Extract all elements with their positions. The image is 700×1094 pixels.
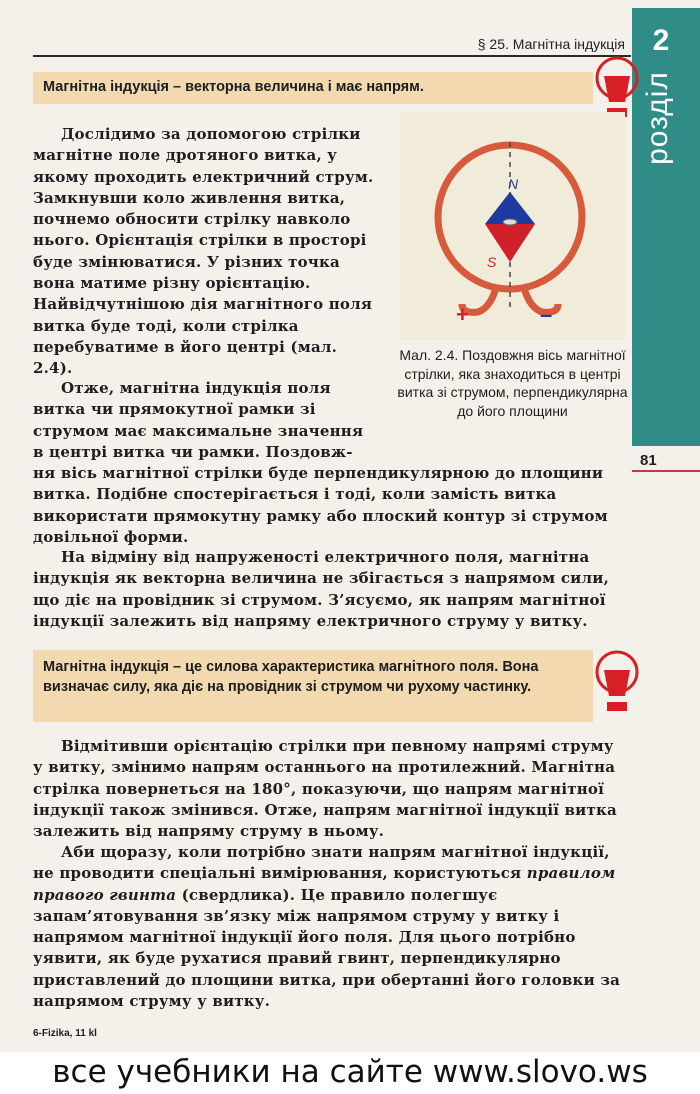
plus-terminal-label: + — [456, 302, 469, 327]
paragraph-2-continued: ня вісь магнітної стрілки буде перпендикулярною до площини витка. Подібне спостерігається і тоді, коли замість витка використати прямокутну рамку або плоский контур зі струмом довільної форми. — [33, 464, 608, 546]
key-statement-box — [33, 72, 593, 104]
figure-coil — [400, 112, 625, 340]
pole-n-label: N — [508, 176, 519, 192]
pole-s-label: S — [487, 254, 497, 270]
paragraph-2: Отже, магнітна індукція поля витка чи прямокутної рамки зі струмом має максимальне значення в центрі витка чи рамки. Поздовж- — [33, 379, 364, 461]
page-number-rule — [632, 470, 700, 472]
paragraph-5-part-a: Аби щоразу, коли потрібно знати напрям магнітної індукції, не проводити спеціальні вимірювання, користуються — [33, 843, 610, 883]
key-statement-text: Магнітна індукція – векторна величина і має напрям. — [43, 79, 424, 95]
figure-caption: Мал. 2.4. Поздовжня вісь магнітної стрілки, яка знаходиться в центрі витка зі струмом, перпендикулярна до його площини — [397, 347, 628, 419]
paragraph-5-part-b: (свердлика). Це правило полегшує запам’ятовування зв’язку між напрямом струму у витку і напрямом магнітної індукції його поля. Для цього потрібно уявити, як буде рухатися правий гвинт, перпендикулярно приставлений до площини витка, при обертанні його головки за напрямом струму у витку. — [33, 885, 621, 1011]
site-banner-text: все учебники на сайте www.slovo.ws — [52, 1054, 648, 1090]
chapter-word: розділ — [641, 71, 674, 165]
minus-terminal-label: – — [540, 302, 553, 327]
paragraph-3: На відміну від напруженості електричного поля, магнітна індукція як векторна величина не збігається з напрямом сили, що діє на провідник зі струмом. З’ясуємо, як напрям магнітної індукції залежить від напряму електричного струму у витку. — [33, 548, 610, 630]
header-rule — [33, 55, 631, 57]
right-screw-rule-term: правилом правого гвинта — [33, 864, 616, 904]
section-title: § 25. Магнітна індукція — [477, 36, 625, 52]
print-code: 6-Fizika, 11 kl — [33, 1028, 97, 1039]
paragraph-1: Дослідимо за допомогою стрілки магнітне поле дротяного витка, у якому проходить електричний струм. Замкнувши коло живлення витка, почнемо обносити стрілку навколо нього. Орієнтація стрілки в просторі буде змінюватися. У різних точка вона матиме різну орієнтацію. Найвідчутнішою дія магнітного поля витка буде тоді, коли стрілка перебуватиме в його центрі (мал. 2.4). — [33, 125, 374, 378]
chapter-number: 2 — [652, 24, 670, 57]
page-number: 81 — [640, 452, 657, 469]
definition-text: Магнітна індукція – це силова характеристика магнітного поля. Вона визначає силу, яка діє на провідник зі струмом чи рухому частинку. — [43, 659, 539, 695]
paragraph-5 — [33, 842, 625, 1012]
definition-box — [33, 650, 593, 722]
paragraph-4: Відмітивши орієнтацію стрілки при певному напрямі струму у витку, змінимо напрям останнього на протилежний. Магнітна стрілка повернеться на 180°, показуючи, що напрям магнітної індукції також змінився. Отже, напрям магнітної індукції витка залежить від напряму струму в ньому. — [33, 737, 617, 841]
exclamation-icon — [592, 650, 642, 720]
